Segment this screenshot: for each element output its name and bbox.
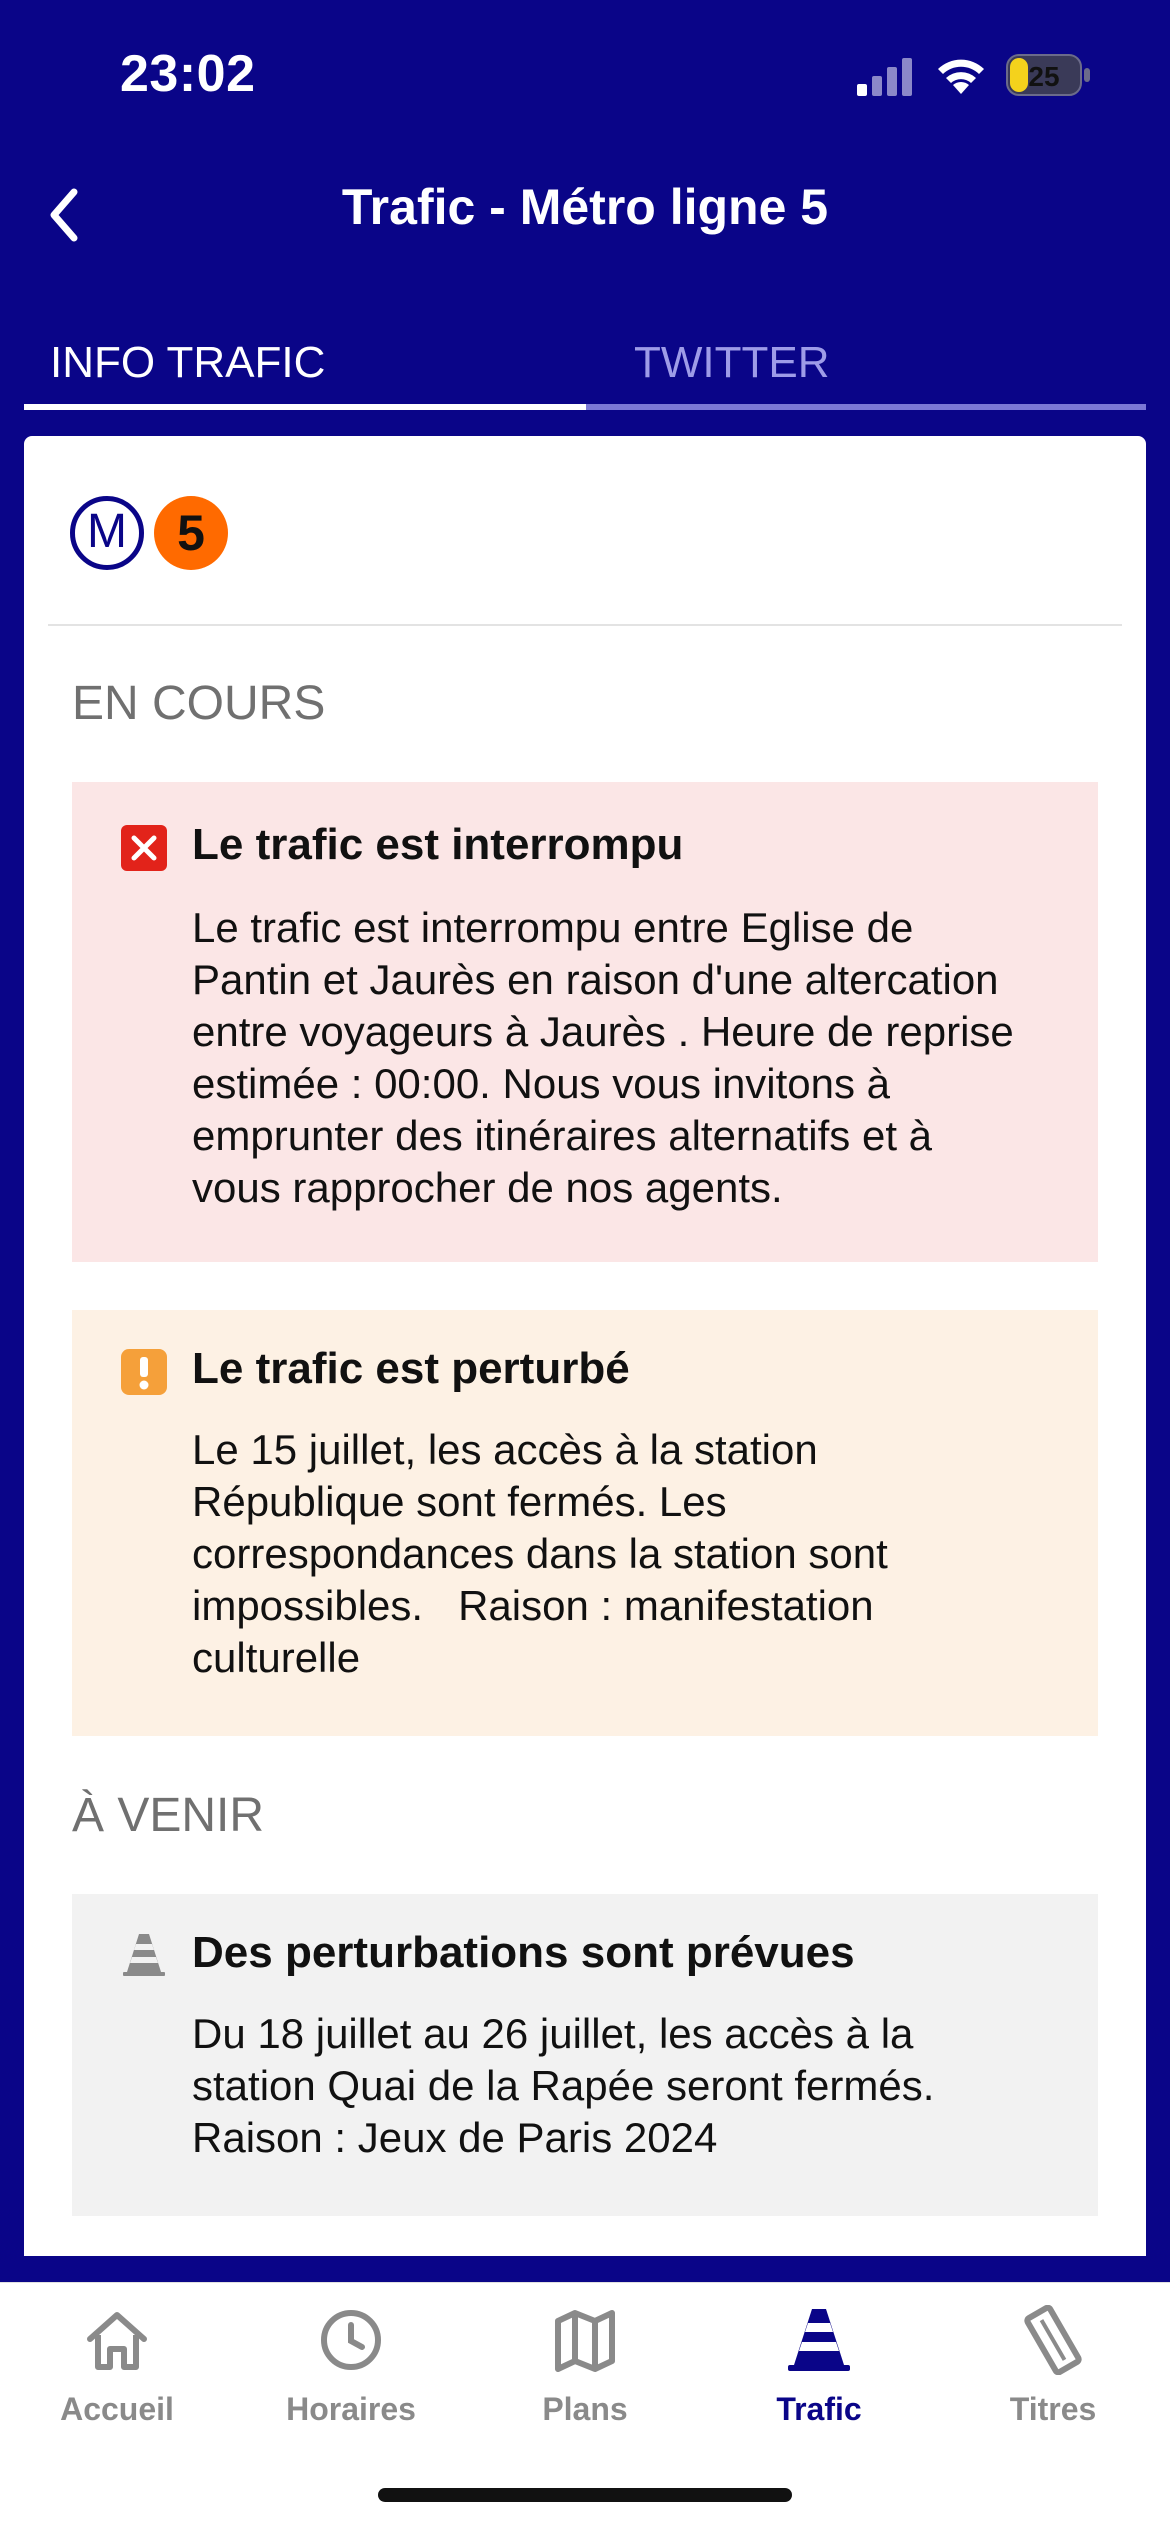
tab-label: Trafic [776,2391,862,2427]
status-time: 23:02 [120,45,256,103]
alert-body: Du 18 juillet au 26 juillet, les accès à la station Quai de la Rapée seront fermés. Raison : Jeux de Paris 2024 [192,2010,935,2161]
error-x-icon [120,824,168,872]
signal-icon [855,56,915,96]
section-title-upcoming: À VENIR [72,1789,265,1842]
tab-trafic[interactable] [702,2305,936,2455]
page-title: Trafic - Métro ligne 5 [341,179,829,235]
tab-label: Accueil [60,2391,174,2427]
alert-body: Le trafic est interrompu entre Eglise de Pantin et Jaurès en raison d'une altercation entre voyageurs à Jaurès . Heure de reprise estimée : 00:00. Nous vous invitons à emprunter des itinéraires alternatifs et à vous rapprocher de nos agents. [192,904,1014,1211]
alert-body: Le 15 juillet, les accès à la station République sont fermés. Les correspondances dans la station sont impossibles. Raison : manifestation culturelle [192,1426,888,1681]
ticket-icon [1018,2305,1088,2375]
clock-icon [316,2305,386,2375]
warning-exclamation-icon [120,1348,168,1396]
nav-header [0,150,1170,280]
tab-twitter[interactable]: TWITTER [586,330,1146,410]
status-bar [0,0,1170,150]
tab-label: Titres [1009,2391,1097,2427]
wifi-icon [935,52,987,96]
tab-label: Plans [542,2391,628,2427]
divider [48,624,1122,626]
traffic-cone-icon [784,2305,854,2375]
alert-planned[interactable] [72,1894,1098,2216]
alert-disrupted[interactable] [72,1310,1098,1736]
battery-level: 25 [1028,61,1060,92]
alert-interrupted[interactable] [72,782,1098,1262]
tab-accueil[interactable] [0,2305,234,2455]
alert-title: Des perturbations sont prévues [192,1928,855,1977]
home-icon [82,2305,152,2375]
map-icon [550,2305,620,2375]
tab-label: Horaires [286,2391,416,2427]
traffic-cone-icon [120,1930,168,1978]
alert-title: Le trafic est interrompu [192,820,684,869]
tab-plans[interactable] [468,2305,702,2455]
tab-bar-top [24,330,1146,410]
alert-title: Le trafic est perturbé [192,1344,630,1393]
tab-titres[interactable] [936,2305,1170,2455]
battery-icon [1006,54,1092,96]
line-number-badge: 5 [154,496,228,570]
home-indicator [378,2488,792,2502]
metro-mode-badge: M [70,496,144,570]
tab-info-trafic[interactable]: INFO TRAFIC [24,330,586,410]
tab-horaires[interactable] [234,2305,468,2455]
section-title-current: EN COURS [72,677,326,730]
traffic-card [24,436,1146,2256]
